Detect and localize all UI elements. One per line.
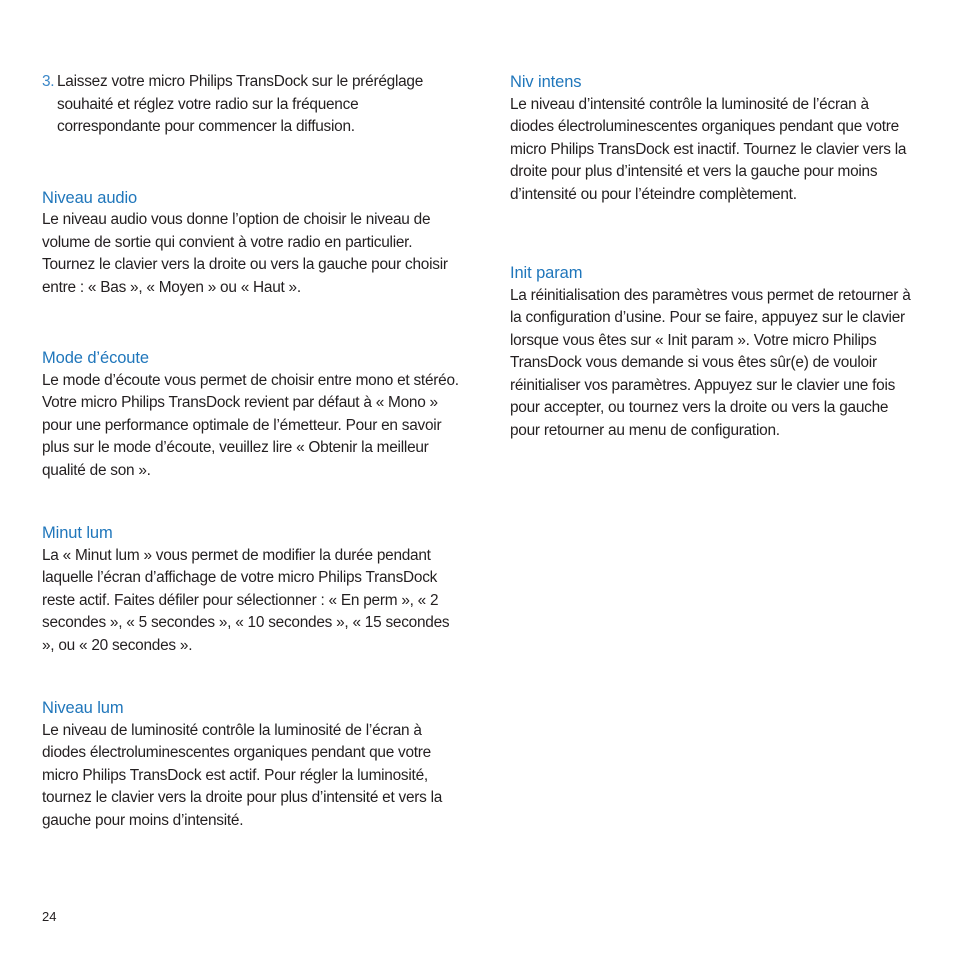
left-column	[42, 71, 460, 832]
section-minut-lum	[42, 522, 460, 657]
section-niveau-lum	[42, 697, 460, 832]
section-heading: Niveau audio	[42, 188, 138, 207]
section-body: Le mode d’écoute vous permet de choisir entre mono et stéréo. Votre micro Philips TransDock revient par défaut à « Mono » pour une performance optimale de l’émetteur. Pour en savoir plus sur le mode d’écoute, veuillez lire « Obtenir la meilleur qualité de son ».	[42, 371, 459, 479]
section-body: Le niveau audio vous donne l’option de choisir le niveau de volume de sortie qui convient à votre radio en particulier. Tournez le clavier vers la droite ou vers la gauche pour choisir entre : « Bas », « Moyen » ou « Haut ».	[42, 211, 448, 296]
section-niveau-audio	[42, 187, 460, 300]
step-text: Laissez votre micro Philips TransDock sur le préréglage souhaité et réglez votre radio sur la fréquence correspondante pour commencer la diffusion.	[57, 73, 424, 135]
section-init-param	[510, 262, 914, 442]
step-3	[42, 71, 460, 139]
section-heading: Niv intens	[510, 73, 582, 91]
section-heading: Niveau lum	[42, 699, 124, 717]
section-body: La « Minut lum » vous permet de modifier la durée pendant laquelle l’écran d’affichage de votre micro Philips TransDock reste actif. Faites défiler pour sélectionner : « En perm », « 2 secondes », « 5 secondes », « 10 secondes », « 15 secondes », ou « 20 secondes ».	[42, 546, 450, 654]
section-heading: Mode d’écoute	[42, 349, 149, 367]
section-niv-intens	[510, 71, 914, 206]
section-body: Le niveau d’intensité contrôle la luminosité de l’écran à diodes électroluminescentes organiques pendant que votre micro Philips TransDock est inactif. Tournez le clavier vers la droite pour plus d’intensité et vers la gauche pour moins d’intensité ou pour l’éteindre complètement.	[510, 95, 907, 203]
section-heading: Init param	[510, 264, 583, 282]
step-number: 3.	[42, 73, 55, 90]
section-mode-ecoute	[42, 347, 460, 482]
section-body: Le niveau de luminosité contrôle la luminosité de l’écran à diodes électroluminescentes organiques pendant que votre micro Philips TransDock est actif. Pour régler la luminosité, tournez le clavier vers la droite pour plus d’intensité et vers la gauche pour moins d’intensité.	[42, 721, 443, 829]
section-heading: Minut lum	[42, 524, 113, 542]
right-column	[510, 71, 914, 442]
section-body: La réinitialisation des paramètres vous permet de retourner à la configuration d’usine. Pour se faire, appuyez sur le clavier lorsque vous êtes sur « Init param ». Votre micro Philips TransDock vous demande si vous êtes sûr(e) de vouloir réinitialiser vos paramètres. Appuyez sur le clavier une fois pour accepter, ou tournez vers la droite ou vers la gauche pour retourner au menu de configuration.	[510, 286, 911, 439]
page-number: 24	[42, 909, 57, 924]
